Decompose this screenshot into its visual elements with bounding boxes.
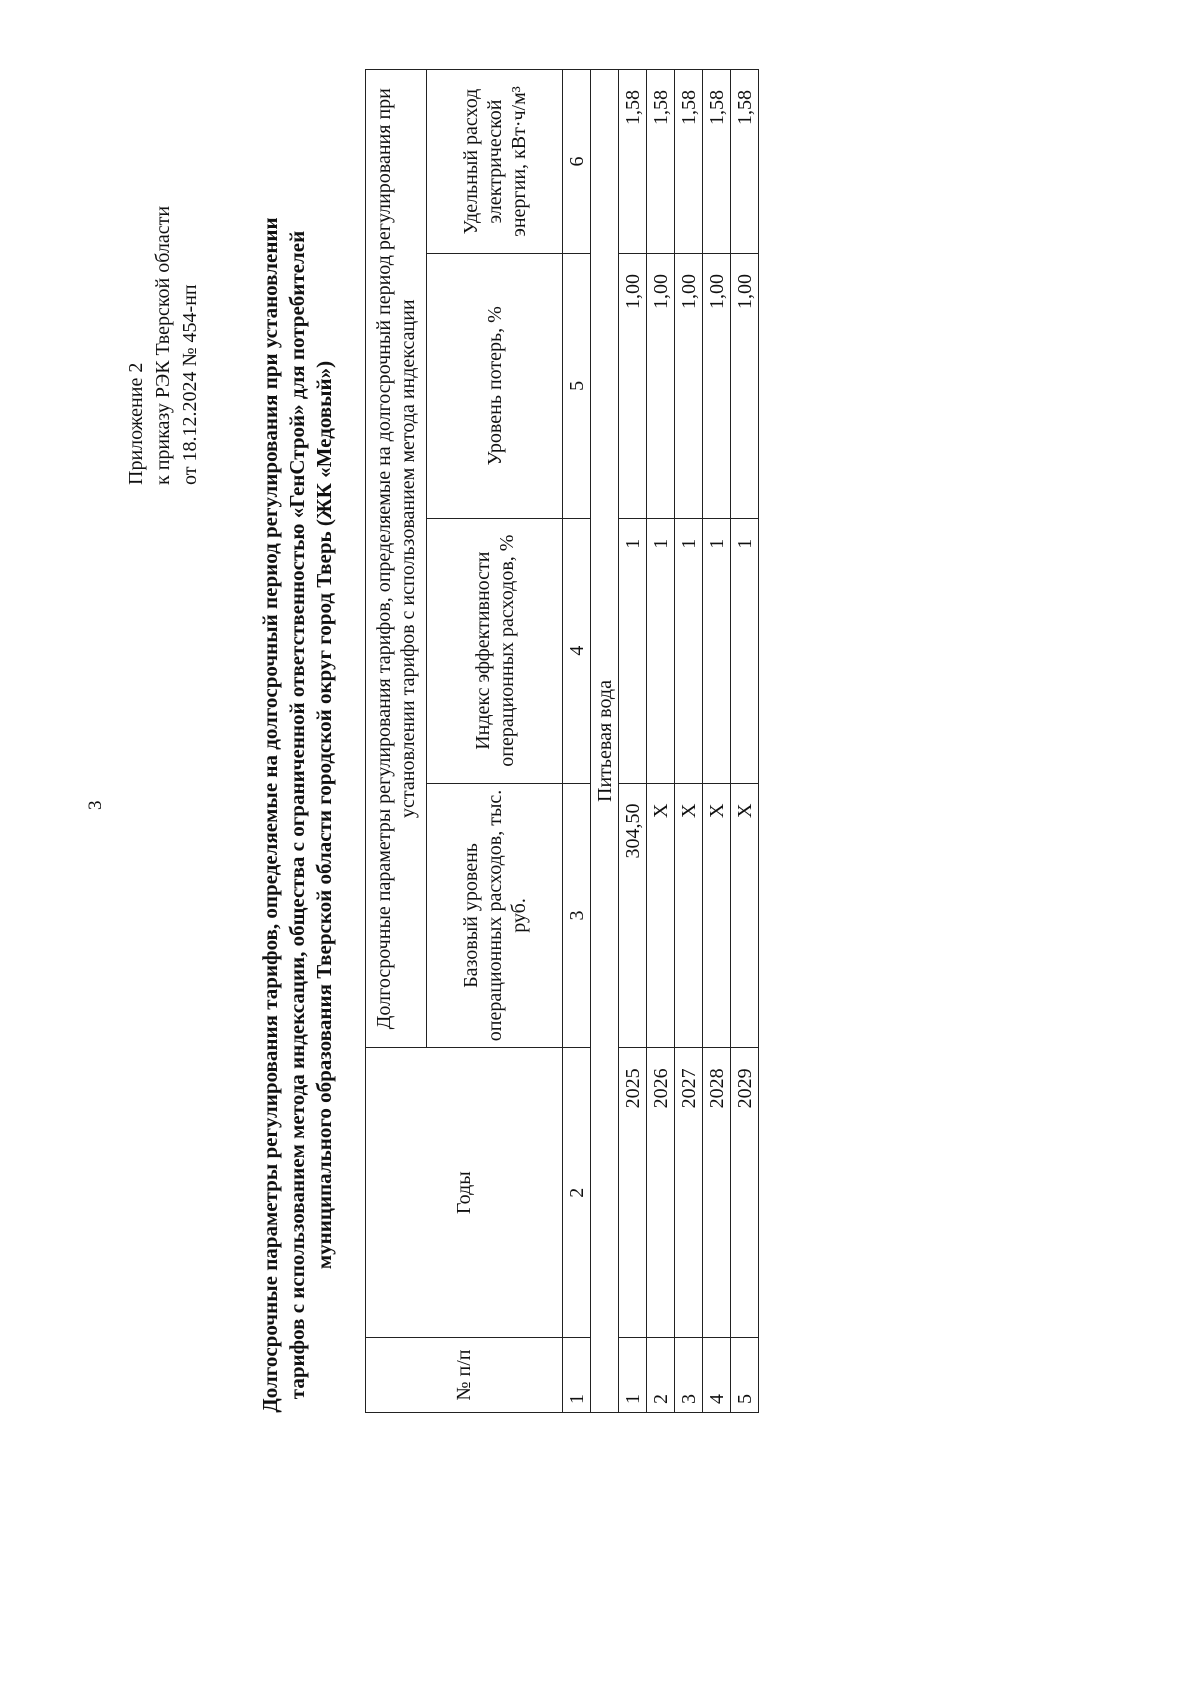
header-years: Годы <box>366 1048 563 1338</box>
cell-loss: 1,00 <box>675 253 703 518</box>
cell-no: 3 <box>675 1338 703 1413</box>
appendix-block <box>123 206 204 485</box>
cell-energy: 1,58 <box>703 70 731 254</box>
cell-year: 2029 <box>731 1048 759 1338</box>
table-row <box>731 70 759 1413</box>
header-loss-level: Уровень потерь, % <box>427 253 563 518</box>
header-group: Долгосрочные параметры регулирования тарифов, определяемые на долгосрочный период регулирования при установлении тарифов с использованием метода индексации <box>366 70 427 1048</box>
cell-no: 2 <box>647 1338 675 1413</box>
cell-base: Х <box>675 783 703 1048</box>
cell-index: 1 <box>619 518 647 783</box>
cell-index: 1 <box>647 518 675 783</box>
col-number: 1 <box>563 1338 591 1413</box>
table-row <box>619 70 647 1413</box>
cell-loss: 1,00 <box>647 253 675 518</box>
col-number: 3 <box>563 783 591 1048</box>
cell-no: 5 <box>731 1338 759 1413</box>
cell-base: Х <box>731 783 759 1048</box>
rotated-page <box>85 40 885 1590</box>
cell-year: 2028 <box>703 1048 731 1338</box>
table-row <box>675 70 703 1413</box>
col-number: 2 <box>563 1048 591 1338</box>
cell-energy: 1,58 <box>675 70 703 254</box>
cell-no: 1 <box>619 1338 647 1413</box>
cell-energy: 1,58 <box>731 70 759 254</box>
appendix-line-1: Приложение 2 <box>125 362 147 485</box>
parameters-table <box>365 69 759 1413</box>
cell-index: 1 <box>703 518 731 783</box>
header-efficiency-index: Индекс эффективности операционных расходов, % <box>427 518 563 783</box>
page-number: 3 <box>85 800 106 810</box>
cell-year: 2025 <box>619 1048 647 1338</box>
cell-energy: 1,58 <box>647 70 675 254</box>
appendix-line-3: от 18.12.2024 № 454-нп <box>179 284 201 485</box>
column-numbering-row <box>563 70 591 1413</box>
document-title: Долгосрочные параметры регулирования тарифов, определяемые на долгосрочный период регулирования при установлении тарифов с использованием метода индексации, общества с ограниченной ответственностью «ГенСтрой» для потребителей муниципального образования Тверской области городской округ город Тверь (ЖК «Медовый») <box>258 217 336 1413</box>
cell-no: 4 <box>703 1338 731 1413</box>
cell-year: 2027 <box>675 1048 703 1338</box>
header-energy-consumption: Удельный расход электрической энергии, кВт·ч/м³ <box>427 70 563 254</box>
col-number: 4 <box>563 518 591 783</box>
cell-energy: 1,58 <box>619 70 647 254</box>
header-no: № п/п <box>366 1338 563 1413</box>
section-row <box>591 70 619 1413</box>
cell-loss: 1,00 <box>619 253 647 518</box>
table-row <box>703 70 731 1413</box>
col-number: 6 <box>563 70 591 254</box>
header-row-1 <box>366 70 427 1413</box>
header-base-opex: Базовый уровень операционных расходов, тыс. руб. <box>427 783 563 1048</box>
appendix-line-2: к приказу РЭК Тверской области <box>152 205 174 485</box>
cell-base: 304,50 <box>619 783 647 1048</box>
cell-base: Х <box>647 783 675 1048</box>
cell-index: 1 <box>675 518 703 783</box>
section-title: Питьевая вода <box>591 70 619 1413</box>
table-row <box>647 70 675 1413</box>
cell-base: Х <box>703 783 731 1048</box>
cell-index: 1 <box>731 518 759 783</box>
cell-year: 2026 <box>647 1048 675 1338</box>
col-number: 5 <box>563 253 591 518</box>
cell-loss: 1,00 <box>731 253 759 518</box>
cell-loss: 1,00 <box>703 253 731 518</box>
